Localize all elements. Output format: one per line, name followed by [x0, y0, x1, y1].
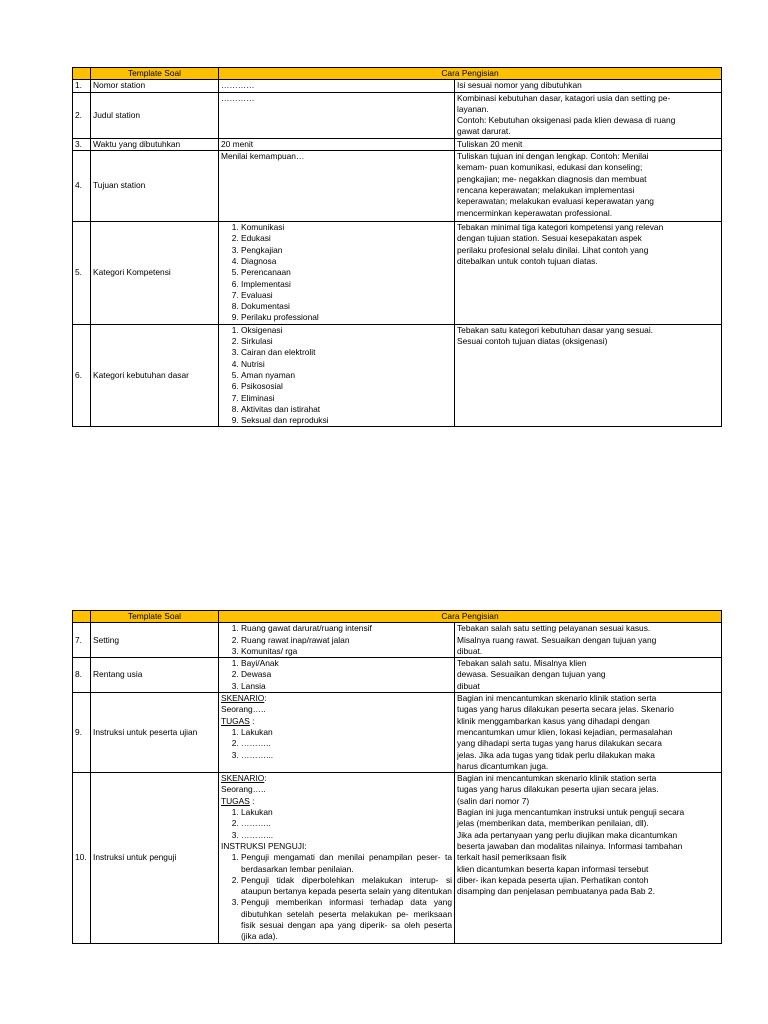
table-row [73, 92, 722, 138]
row-number: 8. [73, 658, 91, 693]
row-cara: Tebakan minimal tiga kategori kompetensi yang relevan dengan tujuan station. Sesuai kesepakatan aspek perilaku profesional selalu dinilai. Lihat contoh yang ditebalkan untuk contoh tujuan diatas. [455, 222, 722, 325]
row-list [219, 623, 455, 658]
list-item: 2. ……….. [241, 818, 452, 829]
list-item: 2. ……….. [241, 738, 452, 749]
list-item: 3. Lansia [241, 681, 452, 692]
header-blank [73, 611, 91, 623]
row-cara: Bagian ini mencantumkan skenario klinik station serta tugas yang harus dilakukan peserta ujian secara jelas. (salin dari nomor 7) Bagian ini juga mencantumkan instruksi untuk penguji secara jelas (memberikan data, memberikan penilaian, dll). Jika ada pertanyaan yang perlu diujikan maka dicantumkan beserta jawaban dan modalitas nilainya. Informasi tambahan terkait hasil pemeriksaan fisik klien dicantumkan beserta kapan informasi tersebut diber- ikan kepada peserta ujian. Perhatikan contoh disamping dan penjelasan pembuatanya pada Bab 2. [455, 773, 722, 943]
row-number: 6. [73, 324, 91, 427]
list-item: 7. Eliminasi [241, 393, 452, 404]
row-name: Rentang usia [91, 658, 219, 693]
row-cara: Tebakan salah satu. Misalnya klien dewasa. Sesuaikan dengan tujuan yang dibuat [455, 658, 722, 693]
list-item: 1. Lakukan [241, 807, 452, 818]
row-number: 9. [73, 693, 91, 773]
list-item: 1. Ruang gawat darurat/ruang intensif [241, 623, 452, 634]
tugas-label: TUGAS [221, 795, 250, 806]
list-item: 9. Perilaku professional [241, 312, 452, 323]
skenario-text: Seorang….. [221, 784, 266, 795]
row-cara: Bagian ini mencantumkan skenario klinik station serta tugas yang harus dilakukan peserta secara jelas. Skenario klinik menggambarkan kasus yang dihadapi dengan mencantumkan umur klien, lokasi kejadian, permasalahan yang dihadapi serta tugas yang harus dilakukan secara jelas. Jika ada tugas yang tidak perlu dilakukan maka harus dicantumkan juga. [455, 693, 722, 773]
table-row [73, 623, 722, 658]
list-item: 1. Lakukan [241, 727, 452, 738]
row-name: Judul station [91, 92, 219, 138]
row-instructions: SKENARIO: Seorang….. TUGAS : 1. Lakukan 2. ……….. 3. ………... INSTRUKSI PENGUJI: 1. Penguji mengamati dan menilai penampilan peser- ta berdasarkan lembar penilaian. 2. Penguji tidak diperbolehkan melakukan interup- si ataupun bertanya kepada peserta selain yang ditentukan 3. Penguji memberikan informasi terhadap data yang dibutuhkan setelah peserta melakukan pe- meriksaan fisik sesuai dengan apa yang diperik- sa oleh peserta (jika ada). [219, 773, 455, 943]
row-name: Nomor station [91, 80, 219, 92]
row-instructions: SKENARIO: Seorang….. TUGAS : 1. Lakukan 2. ……….. 3. ………... [219, 693, 455, 773]
row-list [219, 324, 455, 427]
row-number: 4. [73, 151, 91, 222]
header-cara-pengisian: Cara Pengisian [219, 68, 722, 80]
table-row [73, 151, 722, 222]
row-number: 3. [73, 138, 91, 150]
list-item: 3. Penguji memberikan informasi terhadap data yang dibutuhkan setelah peserta melakukan pe- meriksaan fisik sesuai dengan apa yang diperik- sa oleh peserta (jika ada). [241, 897, 452, 942]
row-number: 5. [73, 222, 91, 325]
row-number: 2. [73, 92, 91, 138]
row-cara: Isi sesuai nomor yang dibutuhkan [455, 80, 722, 92]
row-cara: Kombinasi kebutuhan dasar, katagori usia dan setting pe- layanan. Contoh: Kebutuhan oksigenasi pada klien dewasa di ruang gawat darurat. [455, 92, 722, 138]
table-row [73, 80, 722, 92]
row-value: Menilai kemampuan… [219, 151, 455, 222]
skenario-label: SKENARIO [221, 693, 265, 704]
row-cara: Tebakan salah satu setting pelayanan sesuai kasus. Misalnya ruang rawat. Sesuaikan dengan tujuan yang dibuat. [455, 623, 722, 658]
list-item: 6. Psikososial [241, 381, 452, 392]
list-item: 1. Oksigenasi [241, 325, 452, 336]
row-value: ………… [219, 80, 455, 92]
list-item: 4. Diagnosa [241, 256, 452, 267]
list-item: 3. ………... [241, 830, 452, 841]
list-item: 2. Penguji tidak diperbolehkan melakukan interup- si ataupun bertanya kepada peserta selain yang ditentukan [241, 875, 452, 898]
row-cara: Tuliskan 20 menit [455, 138, 722, 150]
row-number: 1. [73, 80, 91, 92]
list-item: 6. Implementasi [241, 279, 452, 290]
header-cara-pengisian: Cara Pengisian [219, 611, 722, 623]
skenario-text: Seorang….. [221, 704, 266, 715]
list-item: 2. Ruang rawat inap/rawat jalan [241, 635, 452, 646]
row-number: 7. [73, 623, 91, 658]
row-list [219, 222, 455, 325]
list-item: 3. Cairan dan elektrolit [241, 347, 452, 358]
row-value: ………… [219, 92, 455, 138]
row-name: Tujuan station [91, 151, 219, 222]
list-item: 2. Sirkulasi [241, 336, 452, 347]
row-name: Kategori kebutuhan dasar [91, 324, 219, 427]
row-value: 20 menit [219, 138, 455, 150]
list-item: 8. Dokumentasi [241, 301, 452, 312]
list-item: 2. Edukasi [241, 233, 452, 244]
header-template-soal: Template Soal [91, 68, 219, 80]
template-table-1 [72, 67, 722, 427]
table-row [73, 324, 722, 427]
list-item: 7. Evaluasi [241, 290, 452, 301]
list-item: 5. Perencanaan [241, 267, 452, 278]
template-table-2 [72, 610, 722, 944]
list-item: 9. Seksual dan reproduksi [241, 415, 452, 426]
list-item: 2. Dewasa [241, 669, 452, 680]
list-item: 5. Aman nyaman [241, 370, 452, 381]
row-name: Kategori Kompetensi [91, 222, 219, 325]
list-item: 4. Nutrisi [241, 359, 452, 370]
list-item: 3. ………... [241, 750, 452, 761]
table-row [73, 222, 722, 325]
list-item: 3. Pengkajian [241, 245, 452, 256]
list-item: 1. Bayi/Anak [241, 658, 452, 669]
list-item: 3. Komunitas/ rga [241, 646, 452, 657]
table-header [73, 68, 722, 80]
row-name: Instruksi untuk peserta ujian [91, 693, 219, 773]
table-row [73, 773, 722, 943]
instruksi-label: INSTRUKSI PENGUJI: [221, 840, 307, 851]
table-row [73, 658, 722, 693]
header-blank [73, 68, 91, 80]
table-header [73, 611, 722, 623]
table-row [73, 138, 722, 150]
row-list [219, 658, 455, 693]
header-template-soal: Template Soal [91, 611, 219, 623]
list-item: 1. Penguji mengamati dan menilai penampilan peser- ta berdasarkan lembar penilaian. [241, 852, 452, 875]
row-cara: Tuliskan tujuan ini dengan lengkap. Contoh: Menilai kemam- puan komunikasi, edukasi dan konseling; pengkajian; me- negakkan diagnosis dan membuat rencana keperawatan; melakukan implementasi keperawatan; melakukan evaluasi keperawatan yang mencerminkan keperawatan professional. [455, 151, 722, 222]
tugas-label: TUGAS [221, 715, 250, 726]
row-number: 10. [73, 773, 91, 943]
row-cara: Tebakan satu kategori kebutuhan dasar yang sesuai. Sesuai contoh tujuan diatas (oksigenasi) [455, 324, 722, 427]
table-row [73, 693, 722, 773]
list-item: 1. Komunikasi [241, 222, 452, 233]
row-name: Waktu yang dibutuhkan [91, 138, 219, 150]
skenario-label: SKENARIO [221, 773, 265, 784]
row-name: Setting [91, 623, 219, 658]
list-item: 8. Aktivitas dan istirahat [241, 404, 452, 415]
row-name: Instruksi untuk penguji [91, 773, 219, 943]
